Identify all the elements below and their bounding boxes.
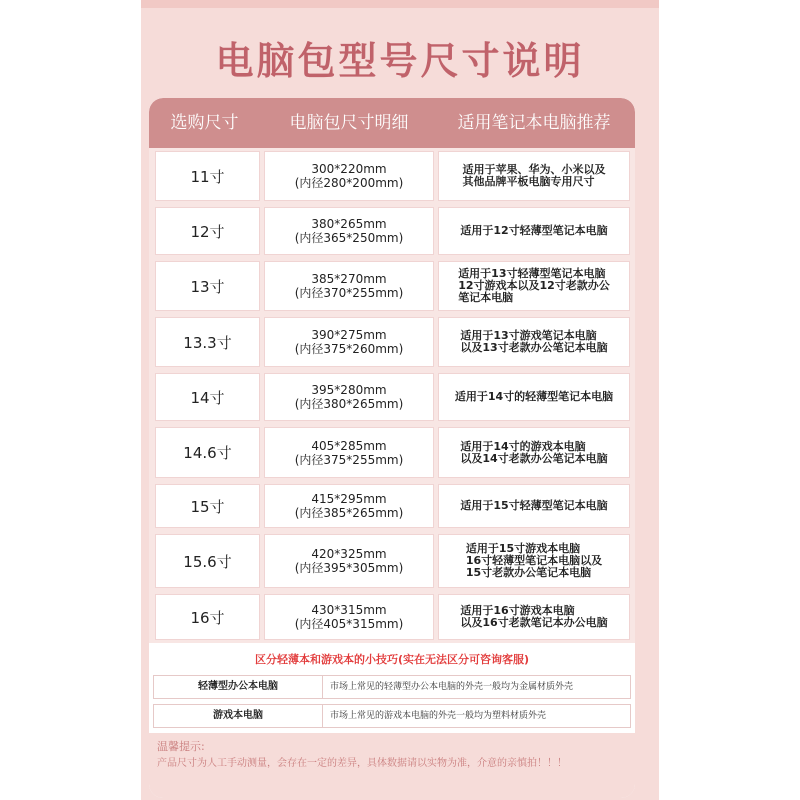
recommendation-text [452,225,615,237]
size-label: 13.3寸 [183,333,232,352]
outer-dimension: 395*280mm [311,383,387,397]
cell-dimensions [264,594,434,640]
dimension-text [295,439,404,467]
inner-dimension: (内径375*255mm) [294,452,404,467]
outer-dimension: 385*270mm [311,272,387,286]
recommendation-line: 适用于14寸的轻薄型笔记本电脑 [454,390,614,403]
dimension-text [295,383,404,411]
recommendation-text [447,391,621,403]
cell-dimensions [264,373,434,421]
cell-dimensions [264,261,434,311]
cell-dimensions [264,427,434,478]
recommendation-line: 适用于16寸游戏本电脑 [460,604,575,617]
size-label: 14.6寸 [183,444,232,462]
inner-dimension: (内径395*305mm) [294,561,404,575]
recommendation-text [458,543,610,579]
dimension-text [295,547,404,575]
tip-row-light [153,675,631,699]
dimension-text [295,328,404,356]
recommendation-line: 以及13寸老款办公笔记本电脑 [460,341,608,354]
recommendation-line: 12寸游戏本以及12寸老款办公 [458,279,610,292]
recommendation-line: 适用于苹果、华为、小米以及 [462,163,606,176]
tip-key: 轻薄型办公本电脑 [154,676,323,698]
cell-dimensions [264,151,434,201]
tip-value: 市场上常见的轻薄型办公本电脑的外壳一般均为金属材质外壳 [330,682,574,692]
cell-recommendation [438,534,630,588]
header-col-recommend: 适用笔记本电脑推荐 [457,113,611,133]
header-col-dimensions: 电脑包尺寸明细 [289,113,409,133]
cell-dimensions [264,207,434,255]
recommendation-text [450,268,618,304]
size-label: 15寸 [190,497,225,516]
size-label: 13寸 [190,277,225,296]
recommendation-line: 16寸轻薄型笔记本电脑以及 [465,554,603,567]
dimension-text [295,272,404,300]
dimension-text [295,492,404,520]
table-row [149,148,635,204]
cell-recommendation [438,484,630,528]
tip-value: 市场上常见的游戏本电脑的外壳一般均为塑料材质外壳 [330,711,547,721]
dimension-text [295,162,404,190]
top-band [141,0,659,8]
cell-dimensions [264,484,434,528]
inner-dimension: (内径280*200mm) [294,176,404,190]
recommendation-line: 适用于15寸游戏本电脑 [465,542,581,555]
table-row [149,424,635,481]
dimension-text [295,217,404,245]
outer-dimension: 420*325mm [311,547,387,561]
recommendation-line: 15寸老款办公笔记本电脑 [465,566,592,579]
recommendation-text [452,441,615,465]
outer-dimension: 405*285mm [311,438,387,453]
inner-dimension: (内径385*265mm) [294,506,404,520]
table-row [149,481,635,531]
recommendation-line: 适用于12寸轻薄型笔记本电脑 [460,224,608,237]
table-row [149,314,635,370]
cell-recommendation [438,373,630,421]
recommendation-text [452,500,615,512]
cell-recommendation [438,207,630,255]
recommendation-line: 其他品牌平板电脑专用尺寸 [462,175,595,188]
recommendation-text [455,164,614,188]
size-label: 12寸 [190,222,225,241]
cell-size [155,373,260,421]
cell-recommendation [438,151,630,201]
inner-dimension: (内径375*260mm) [294,342,404,356]
cell-recommendation [438,261,630,311]
recommendation-line: 笔记本电脑 [458,291,514,304]
cell-size [155,594,260,640]
recommendation-line: 适用于13寸轻薄型笔记本电脑 [458,267,606,280]
size-label: 16寸 [190,608,225,627]
outer-dimension: 380*265mm [311,217,387,231]
size-label: 14寸 [190,388,225,407]
cell-recommendation [438,594,630,640]
table-header [149,98,635,148]
cell-dimensions [264,534,434,588]
recommendation-line: 以及16寸老款笔记本办公电脑 [460,616,608,629]
table-row [149,370,635,424]
note-text: 产品尺寸为人工手动测量，会存在一定的差异，具体数据请以实物为准，介意的亲慎拍！！！ [157,758,567,769]
size-label: 15.6寸 [183,552,232,571]
cell-size [155,261,260,311]
size-table-panel [149,98,635,798]
outer-dimension: 390*275mm [311,328,387,342]
recommendation-line: 适用于13寸游戏笔记本电脑 [460,329,597,342]
inner-dimension: (内径365*250mm) [294,231,404,245]
recommendation-line: 适用于14寸的游戏本电脑 [460,439,586,453]
header-col-size: 选购尺寸 [170,113,239,133]
table-row [149,531,635,591]
recommendation-text [452,605,615,629]
cell-size [155,534,260,588]
tip-key: 游戏本电脑 [154,705,323,727]
inner-dimension: (内径370*255mm) [294,286,404,300]
recommendation-line: 适用于15寸轻薄型笔记本电脑 [460,499,608,512]
inner-dimension: (内径405*315mm) [294,617,404,631]
cell-size [155,151,260,201]
tips-title: 区分轻薄本和游戏本的小技巧(实在无法区分可咨询客服) [254,653,530,666]
page-title: 电脑包型号尺寸说明 [215,39,585,83]
cell-size [155,484,260,528]
dimension-text [295,603,404,631]
size-label: 11寸 [190,167,225,186]
outer-dimension: 300*220mm [311,162,387,176]
cell-size [155,207,260,255]
tip-row-gaming [153,704,631,728]
cell-recommendation [438,427,630,478]
recommendation-line: 以及14寸老款办公笔记本电脑 [460,451,608,465]
cell-size [155,317,260,367]
inner-dimension: (内径380*265mm) [294,397,404,411]
cell-dimensions [264,317,434,367]
outer-dimension: 415*295mm [311,492,387,506]
size-chart-card [141,0,659,800]
note-heading: 温馨提示: [157,740,205,753]
table-row [149,204,635,258]
cell-size [155,427,260,478]
outer-dimension: 430*315mm [311,603,387,617]
recommendation-text [452,330,615,354]
cell-recommendation [438,317,630,367]
table-row [149,258,635,314]
table-row [149,591,635,643]
